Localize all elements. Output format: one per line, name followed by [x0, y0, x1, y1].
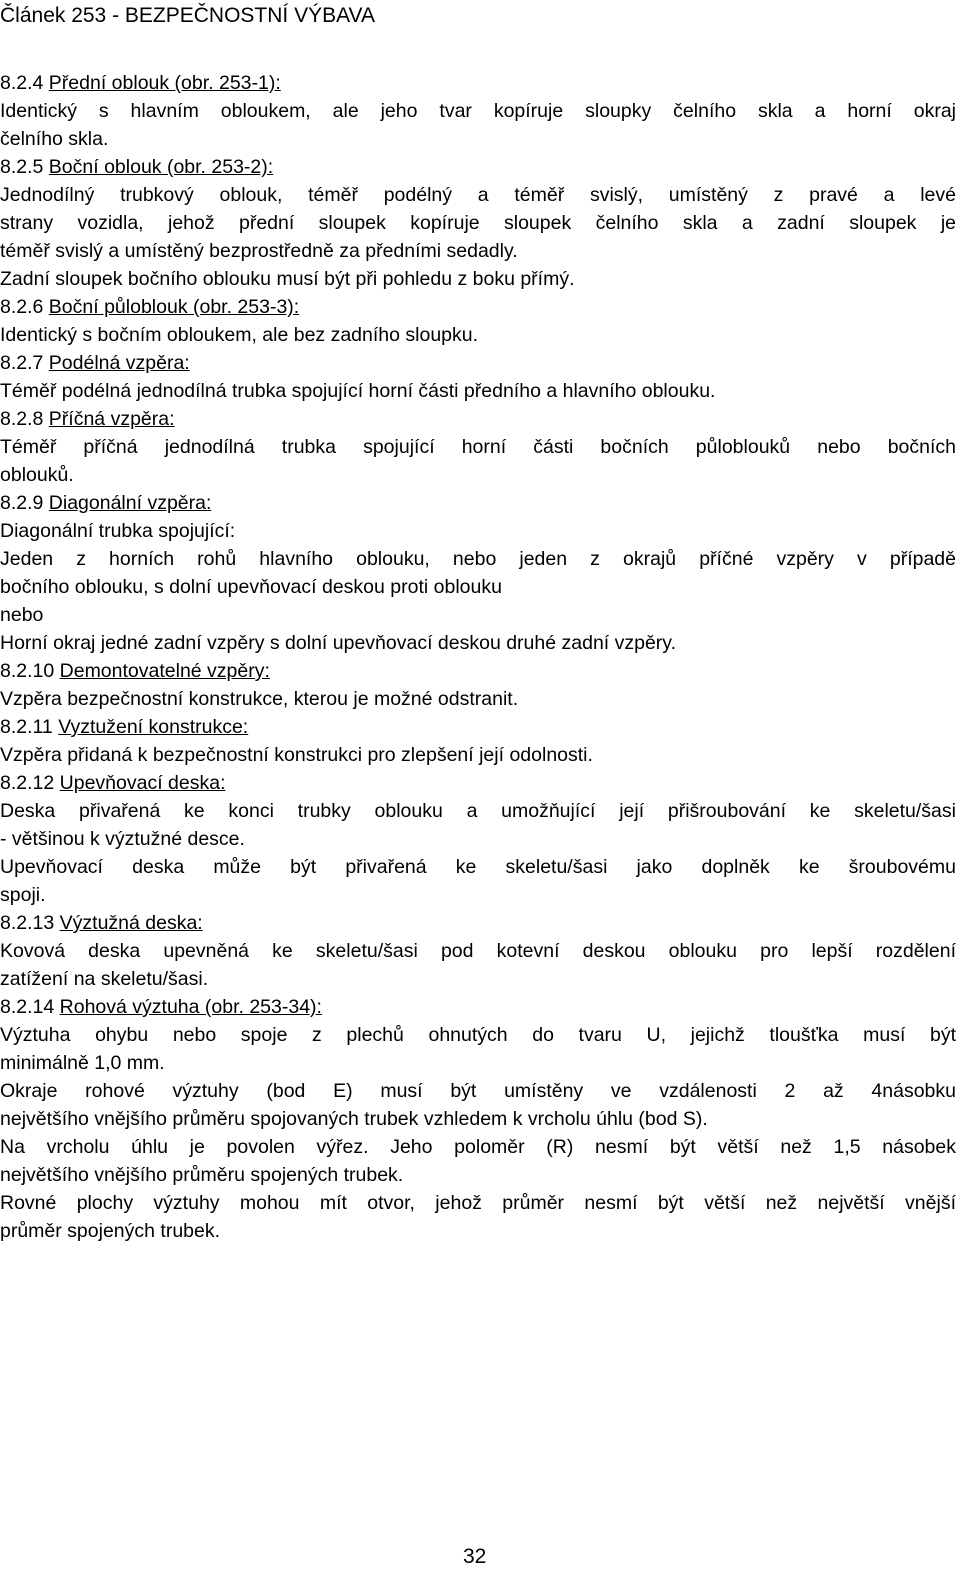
paragraph-line: bočního oblouku, s dolní upevňovací deskou proti oblouku — [0, 576, 502, 598]
page-header-title: Článek 253 - BEZPEČNOSTNÍ VÝBAVA — [0, 4, 376, 27]
document-body — [0, 69, 956, 1245]
section-heading-8-2-9 — [0, 489, 956, 517]
section-number: 8.2.12 — [0, 772, 60, 794]
section-number: 8.2.4 — [0, 72, 49, 94]
section-title: Boční půloblouk (obr. 253-3): — [48, 296, 300, 318]
paragraph-line: Deska přivařená ke konci trubky oblouku a umožňující její přišroubování ke skeletu/šasi — [0, 800, 956, 822]
section-number: 8.2.7 — [0, 352, 49, 374]
paragraph-line: průměr spojených trubek. — [0, 1220, 221, 1242]
page-number: 32 — [463, 1545, 487, 1568]
section-number: 8.2.5 — [0, 156, 49, 178]
section-title: Upevňovací deska: — [59, 772, 226, 794]
paragraph-line: zatížení na skeletu/šasi. — [0, 968, 209, 990]
section-title: Demontovatelné vzpěry: — [59, 660, 270, 682]
section-number: 8.2.11 — [0, 716, 59, 738]
paragraph-line: Okraje rohové výztuhy (bod E) musí být umístěny ve vzdálenosti 2 až 4násobku — [0, 1080, 956, 1102]
paragraph-line: Zadní sloupek bočního oblouku musí být při pohledu z boku přímý. — [0, 268, 575, 290]
section-heading-8-2-13 — [0, 909, 956, 937]
paragraph-line: Výztuha ohybu nebo spoje z plechů ohnutých do tvaru U, jejichž tloušťka musí být — [0, 1024, 956, 1046]
section-heading-8-2-5 — [0, 153, 956, 181]
paragraph-line: Téměř podélná jednodílná trubka spojující horní části předního a hlavního oblouku. — [0, 380, 716, 402]
section-title: Výztužná deska: — [59, 912, 203, 934]
section-number: 8.2.13 — [0, 912, 60, 934]
section-heading-8-2-8 — [0, 405, 956, 433]
section-heading-8-2-10 — [0, 657, 956, 685]
section-number: 8.2.9 — [0, 492, 49, 514]
paragraph-line: Diagonální trubka spojující: — [0, 520, 236, 542]
paragraph-line: Rovné plochy výztuhy mohou mít otvor, jehož průměr nesmí být větší než největší vnější — [0, 1192, 956, 1214]
paragraph-line: spoji. — [0, 884, 46, 906]
section-title: Podélná vzpěra: — [48, 352, 190, 374]
paragraph-line: minimálně 1,0 mm. — [0, 1052, 165, 1074]
paragraph-line: strany vozidla, jehož přední sloupek kopíruje sloupek čelního skla a zadní sloupek je — [0, 212, 956, 234]
section-heading-8-2-11 — [0, 713, 956, 741]
paragraph-line: Jeden z horních rohů hlavního oblouku, nebo jeden z okrajů příčné vzpěry v případě — [0, 548, 956, 570]
paragraph-line: Vzpěra bezpečnostní konstrukce, kterou je možné odstranit. — [0, 688, 519, 710]
section-heading-8-2-4 — [0, 69, 956, 97]
paragraph-line: oblouků. — [0, 464, 74, 486]
section-heading-8-2-7 — [0, 349, 956, 377]
section-title: Přední oblouk (obr. 253-1): — [48, 72, 281, 94]
section-heading-8-2-14 — [0, 993, 956, 1021]
section-number: 8.2.8 — [0, 408, 49, 430]
paragraph-line: Identický s bočním obloukem, ale bez zadního sloupku. — [0, 324, 479, 346]
section-title: Diagonální vzpěra: — [48, 492, 212, 514]
section-title: Rohová výztuha (obr. 253-34): — [59, 996, 322, 1018]
paragraph-line: největšího vnějšího průměru spojovaných trubek vzhledem k vrcholu úhlu (bod S). — [0, 1108, 708, 1130]
paragraph-line: Téměř příčná jednodílná trubka spojující horní části bočních půloblouků nebo bočních — [0, 436, 956, 458]
paragraph-line: Na vrcholu úhlu je povolen výřez. Jeho poloměr (R) nesmí být větší než 1,5 násobek — [0, 1136, 956, 1158]
paragraph-line: čelního skla. — [0, 128, 109, 150]
paragraph-line: téměř svislý a umístěný bezprostředně za předními sedadly. — [0, 240, 518, 262]
section-heading-8-2-12 — [0, 769, 956, 797]
section-title: Vyztužení konstrukce: — [58, 716, 249, 738]
section-number: 8.2.10 — [0, 660, 60, 682]
paragraph-line: Identický s hlavním obloukem, ale jeho tvar kopíruje sloupky čelního skla a horní okraj — [0, 100, 956, 122]
paragraph-line: - většinou k výztužné desce. — [0, 828, 245, 850]
paragraph-line: Horní okraj jedné zadní vzpěry s dolní upevňovací deskou druhé zadní vzpěry. — [0, 632, 677, 654]
paragraph-line: Vzpěra přidaná k bezpečnostní konstrukci pro zlepšení její odolnosti. — [0, 744, 593, 766]
section-number: 8.2.14 — [0, 996, 60, 1018]
paragraph-line: Kovová deska upevněná ke skeletu/šasi pod kotevní deskou oblouku pro lepší rozdělení — [0, 940, 956, 962]
section-heading-8-2-6 — [0, 293, 956, 321]
paragraph-line: nebo — [0, 604, 44, 626]
section-title: Příčná vzpěra: — [48, 408, 175, 430]
paragraph-line: největšího vnějšího průměru spojených trubek. — [0, 1164, 404, 1186]
paragraph-line: Jednodílný trubkový oblouk, téměř podélný a téměř svislý, umístěný z pravé a levé — [0, 184, 956, 206]
section-title: Boční oblouk (obr. 253-2): — [48, 156, 274, 178]
paragraph-line: Upevňovací deska může být přivařená ke skeletu/šasi jako doplněk ke šroubovému — [0, 856, 956, 878]
section-number: 8.2.6 — [0, 296, 49, 318]
